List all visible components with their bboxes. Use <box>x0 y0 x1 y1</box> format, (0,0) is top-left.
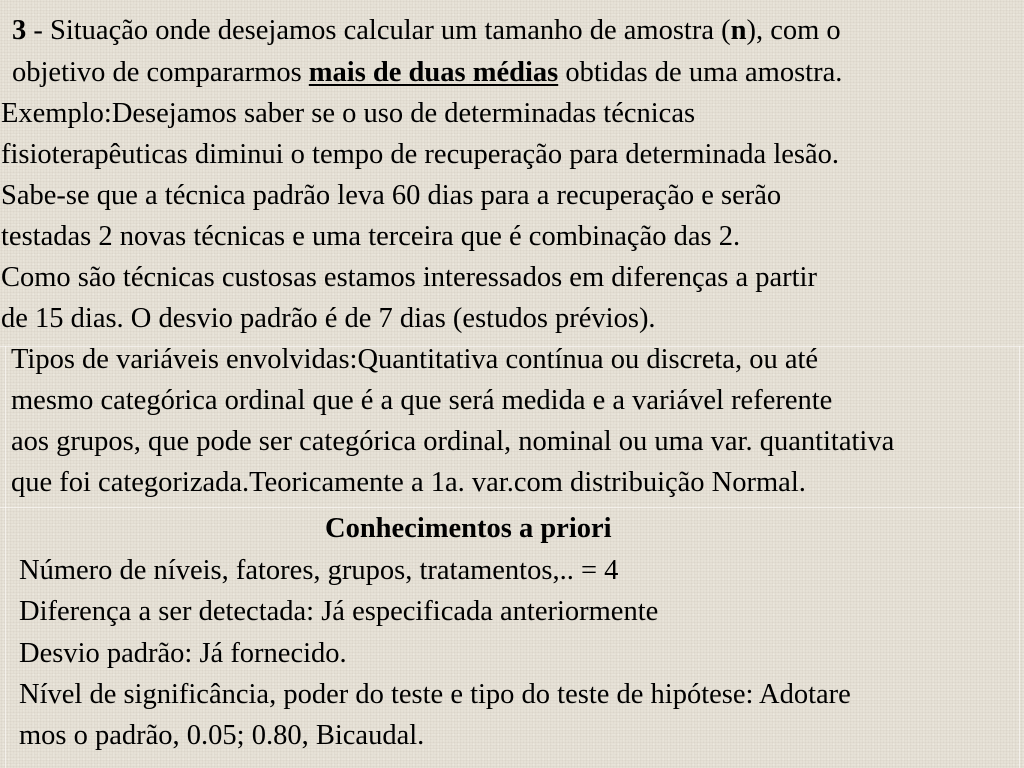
example-line-5: Como são técnicas custosas estamos interessados em diferenças a partir <box>1 262 817 293</box>
prior-item-2: Diferença a ser detectada: Já especificada anteriormente <box>19 596 659 627</box>
prior-title: Conhecimentos a priori <box>325 513 612 544</box>
intro-text-d: obtidas de uma amostra. <box>558 57 843 88</box>
grid-line-left <box>5 346 6 768</box>
variables-line-4: que foi categorizada.Teoricamente a 1a. var.com distribuição Normal. <box>11 467 806 498</box>
prior-item-4: Nível de significância, poder do teste e tipo do teste de hipótese: Adotare <box>19 679 851 710</box>
variables-line-1: Tipos de variáveis envolvidas:Quantitativa contínua ou discreta, ou até <box>11 344 819 375</box>
n-symbol: n <box>730 15 747 46</box>
intro-text-b: ), com o <box>746 15 841 46</box>
intro-line-1 <box>12 17 841 46</box>
highlight-phrase: mais de duas médias <box>308 57 559 88</box>
example-line-3: Sabe-se que a técnica padrão leva 60 dias para a recuperação e serão <box>1 180 782 211</box>
intro-text-c: objetivo de compararmos <box>12 57 309 88</box>
example-line-1: Exemplo:Desejamos saber se o uso de determinadas técnicas <box>1 98 696 129</box>
prior-item-3: Desvio padrão: Já fornecido. <box>19 638 347 669</box>
example-line-4: testadas 2 novas técnicas e uma terceira que é combinação das 2. <box>1 221 741 252</box>
grid-line-middle <box>0 507 1024 508</box>
item-number: 3 <box>12 15 27 46</box>
variables-line-3: aos grupos, que pode ser categórica ordinal, nominal ou uma var. quantitativa <box>11 426 895 457</box>
variables-line-2: mesmo categórica ordinal que é a que será medida e a variável referente <box>11 385 833 416</box>
grid-line-right <box>1019 346 1020 768</box>
example-line-6: de 15 dias. O desvio padrão é de 7 dias (estudos prévios). <box>1 303 656 334</box>
item-dash: - <box>26 15 50 46</box>
prior-item-5: mos o padrão, 0.05; 0.80, Bicaudal. <box>19 720 425 751</box>
intro-line-2 <box>12 59 842 88</box>
example-line-2: fisioterapêuticas diminui o tempo de recuperação para determinada lesão. <box>1 139 840 170</box>
prior-item-1: Número de níveis, fatores, grupos, tratamentos,.. = 4 <box>19 555 619 586</box>
intro-text-a: Situação onde desejamos calcular um tamanho de amostra ( <box>50 15 731 46</box>
